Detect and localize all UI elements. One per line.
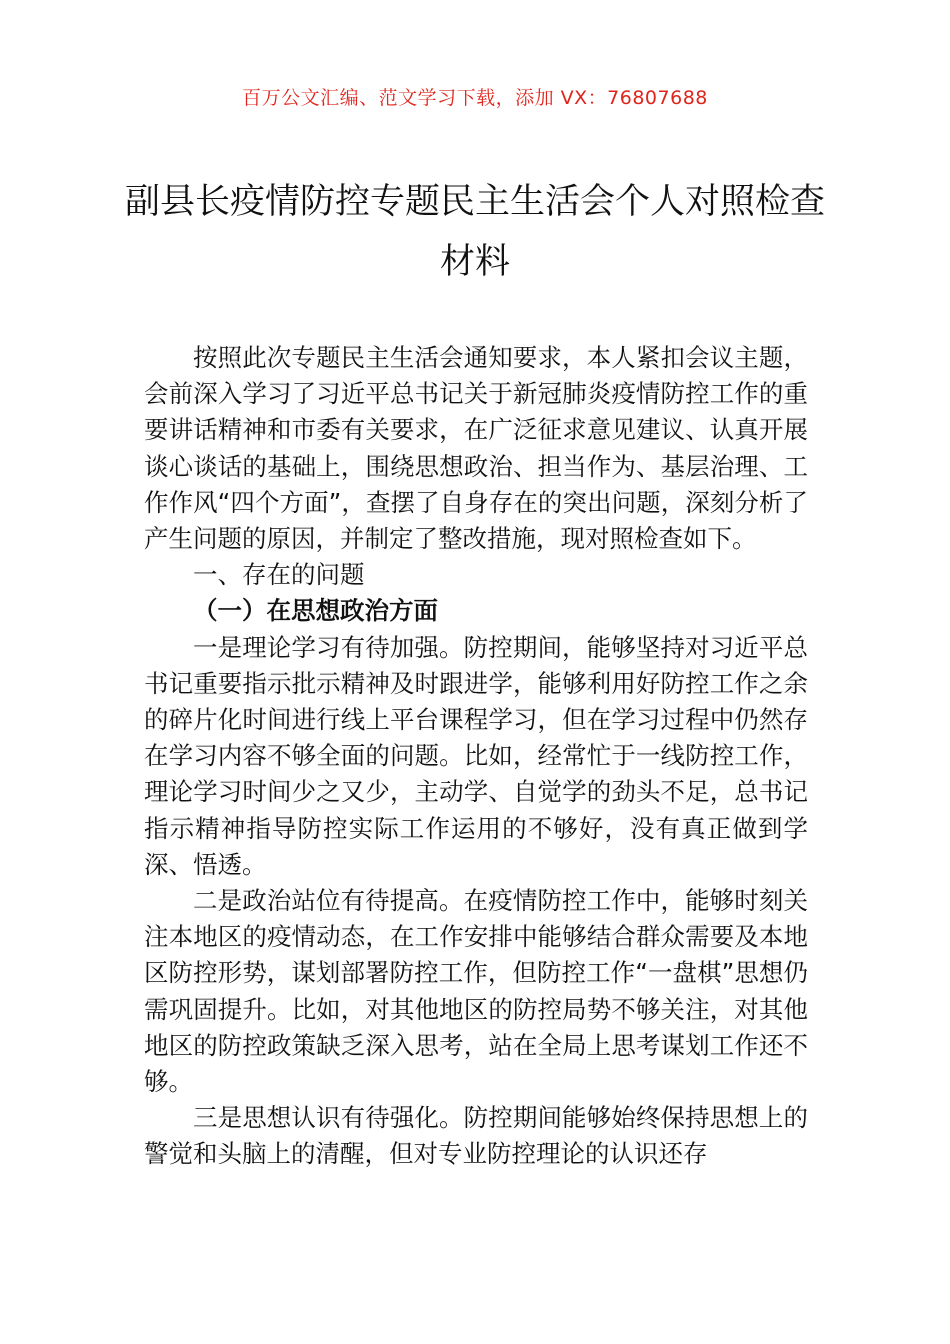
intro-paragraph: 按照此次专题民主生活会通知要求，本人紧扣会议主题，会前深入学习了习近平总书记关于新冠肺炎疫情防控工作的重要讲话精神和市委有关要求，在广泛征求意见建议、认真开展谈心谈话的基础上，围绕思想政治、担当作为、基层治理、工作作风“四个方面”，查摆了自身存在的突出问题，深刻分析了产生问题的原因，并制定了整改措施，现对照检查如下。 — [144, 343, 808, 554]
section-heading: 一、存在的问题 — [193, 560, 365, 590]
document-body — [144, 340, 808, 1173]
watermark-banner: 百万公文汇编、范文学习下载，添加 VX：76807688 — [242, 87, 708, 109]
subsection-heading: （一）在思想政治方面 — [193, 596, 438, 626]
body-paragraph: 三是思想认识有待强化。防控期间能够始终保持思想上的警觉和头脑上的清醒，但对专业防控理论的认识还存 — [144, 1103, 808, 1169]
body-paragraph: 一是理论学习有待加强。防控期间，能够坚持对习近平总书记重要指示批示精神及时跟进学，能够利用好防控工作之余的碎片化时间进行线上平台课程学习，但在学习过程中仍然存在学习内容不够全面的问题。比如，经常忙于一线防控工作，理论学习时间少之又少，主动学、自觉学的劲头不足，总书记指示精神指导防控实际工作运用的不够好，没有真正做到学深、悟透。 — [144, 632, 808, 879]
document-title: 副县长疫情防控专题民主生活会个人对照检查材料 — [124, 182, 825, 282]
body-paragraph: 二是政治站位有待提高。在疫情防控工作中，能够时刻关注本地区的疫情动态，在工作安排中能够结合群众需要及本地区防控形势，谋划部署防控工作，但防控工作“一盘棋”思想仍需巩固提升。比如，对其他地区的防控局势不够关注，对其他地区的防控政策缺乏深入思考，站在全局上思考谋划工作还不够。 — [144, 886, 808, 1097]
